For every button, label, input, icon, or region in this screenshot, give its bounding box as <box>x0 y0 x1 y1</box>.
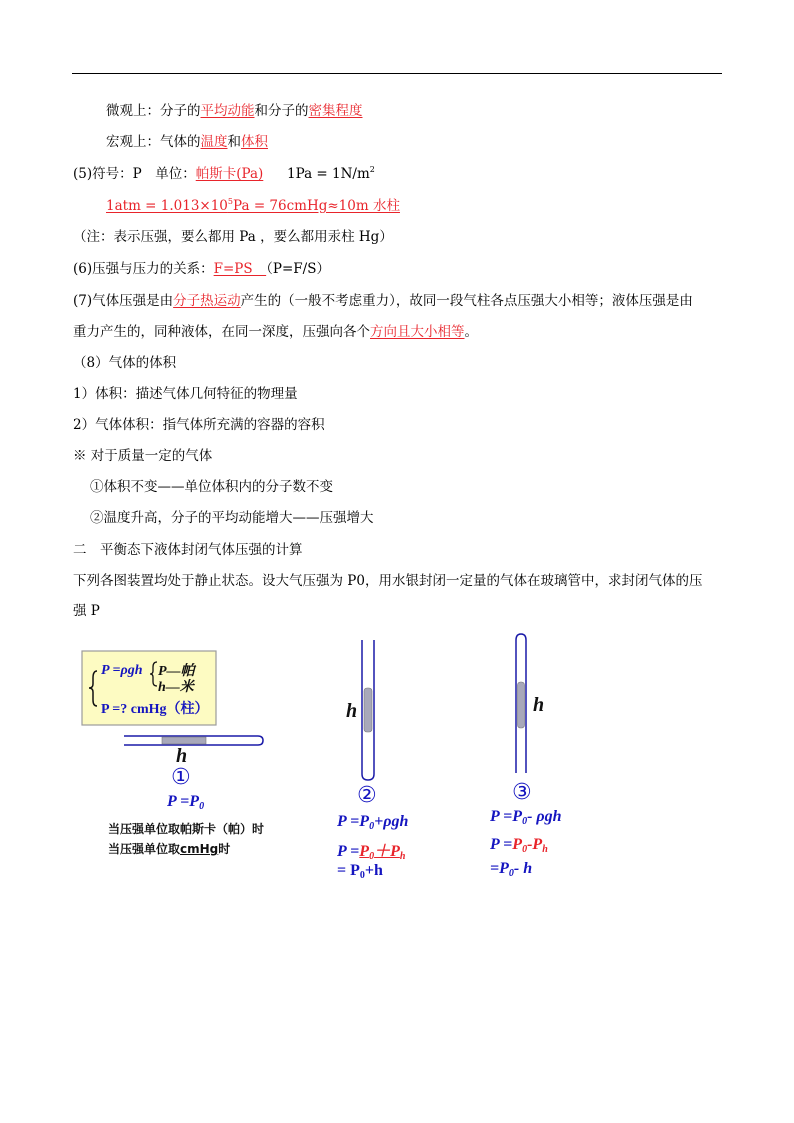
pa-def-exponent: 2 <box>369 165 375 174</box>
tube-horizontal <box>124 736 263 745</box>
fig3-number: ③ <box>512 780 532 805</box>
relation-prefix: (6)压强与压力的关系： <box>73 261 214 277</box>
fig1-caption-cmhg <box>108 840 230 857</box>
p7-line2-a: 重力产生的，同种液体，在同一深度，压强向各个 <box>73 324 370 340</box>
macro-term-temperature: 温度 <box>200 134 228 150</box>
fig1-caption-pascal: 当压强单位取帕斯卡（帕）时 <box>108 822 265 836</box>
box-formula-cmhg: P =? cmHg（柱） <box>101 702 209 717</box>
caption-cmhg-suffix: 时 <box>218 842 231 856</box>
fig3-f3-b: - h <box>513 860 533 877</box>
symbol-prefix: (5)符号：P 单位： <box>73 166 196 182</box>
list-item-temperature-rise: ②温度升高，分子的平均动能增大——压强增大 <box>90 510 374 526</box>
fig2-f2-c: ＋P <box>374 843 400 860</box>
mercury-column-2 <box>364 688 372 732</box>
box-formula-rho-gh: P =ρgh <box>101 663 143 678</box>
mercury-column-1 <box>162 737 206 744</box>
problem-statement-line1: 下列各图装置均处于静止状态。设大气压强为 P0，用水银封闭一定量的气体在玻璃管中，求封闭气体的压 <box>73 573 703 589</box>
symbol-unit: 帕斯卡(Pa) <box>195 166 264 182</box>
fixed-mass-note: ※ 对于质量一定的气体 <box>73 448 213 464</box>
fig2-f2-red <box>359 843 405 860</box>
fig3-f2-sub: 0 <box>522 844 528 855</box>
fig3-formula-cmhg <box>490 860 532 879</box>
fig3-h-label: h <box>533 694 545 716</box>
fig3-f2-c: -P <box>527 836 543 853</box>
atm-part1: 1atm = 1.013×10 <box>106 198 228 214</box>
fig2-h-label: h <box>346 700 358 722</box>
volume-definition-1: 1）体积：描述气体几何特征的物理量 <box>73 386 298 402</box>
fig2-number: ② <box>357 783 377 808</box>
macro-term-volume: 体积 <box>241 134 268 150</box>
p7-term-direction: 方向且大小相等 <box>370 324 465 340</box>
micro-prefix: 微观上：分子的 <box>106 103 201 119</box>
pa-def-text: 1Pa = 1N/m <box>287 166 370 182</box>
macro-prefix: 宏观上：气体的 <box>106 134 201 150</box>
fig3-f3-a: =P <box>490 860 509 877</box>
fig2-f1-b: +ρgh <box>374 813 409 830</box>
fig1-formula <box>167 793 204 812</box>
fig1-h-label: h <box>176 745 188 767</box>
fig2-f1-sub: 0 <box>369 821 375 832</box>
micro-mid: 和分子的 <box>254 103 309 119</box>
box-unit-meter: h—米 <box>158 680 194 695</box>
macro-mid: 和 <box>227 134 241 150</box>
relation-formula: F=PS <box>213 261 267 277</box>
p7-term-thermal-motion: 分子热运动 <box>173 293 241 309</box>
fig2-formula-rho <box>337 813 408 832</box>
fig2-f2-sub2: h <box>399 851 406 862</box>
fig3-f1-sub: 0 <box>522 816 528 827</box>
tube-vertical-open-bottom <box>516 634 526 773</box>
fig2-f3-sub: 0 <box>359 870 365 881</box>
p7-line2-b: 。 <box>464 324 478 340</box>
fig3-f2-a: P = <box>490 836 513 853</box>
list-item-volume-constant: ①体积不变——单位体积内的分子数不变 <box>90 479 333 495</box>
section-two-heading: 二 平衡态下液体封闭气体压强的计算 <box>73 542 303 558</box>
section-volume-heading: （8）气体的体积 <box>73 355 177 371</box>
fig3-formula-rho <box>490 808 562 827</box>
fig1-formula-p: P =P <box>167 793 200 810</box>
fig2-f1-a: P =P <box>337 813 370 830</box>
fig3-f2-sub2: h <box>542 844 548 855</box>
micro-term-avg-ke: 平均动能 <box>200 103 255 119</box>
fig3-f1-b: - ρgh <box>527 808 562 825</box>
fig1-formula-sub: 0 <box>199 801 205 812</box>
fig2-formula-cmhg <box>337 862 383 881</box>
fig3-f3-sub: 0 <box>508 868 514 879</box>
p7-a: (7)气体压强是由 <box>73 293 174 309</box>
fig3-f2-b: P <box>512 836 523 853</box>
fig2-f3-a: = P <box>337 862 360 879</box>
fig3-f2-red <box>512 836 547 853</box>
fig2-f3-b: +h <box>364 862 383 879</box>
problem-statement-line2: 强 P <box>73 603 100 619</box>
fig2-f2-a: P = <box>337 843 360 860</box>
fig1-number: ① <box>171 765 191 790</box>
fig2-f2-sub: 0 <box>369 851 375 862</box>
caption-cmhg-prefix: 当压强单位取 <box>108 842 181 856</box>
micro-term-density: 密集程度 <box>308 103 363 119</box>
fig2-f2-b: P <box>359 843 370 860</box>
relation-suffix: （P=F/S） <box>266 261 330 277</box>
fig2-formula-ph <box>337 838 405 862</box>
box-unit-pascal: P—帕 <box>158 664 195 679</box>
fig3-f1-a: P =P <box>490 808 523 825</box>
volume-definition-2: 2）气体体积：指气体所充满的容器的容积 <box>73 417 325 433</box>
unit-note: （注：表示压强，要么都用 Pa ，要么都用汞柱 Hg） <box>73 229 393 245</box>
p7-b: 产生的（一般不考虑重力），故同一段气柱各点压强大小相等；液体压强是由 <box>240 293 693 309</box>
atm-part2: Pa = 76cmHg≈10m 水柱 <box>233 198 400 214</box>
tube-vertical-open-top <box>362 640 374 780</box>
mercury-column-3 <box>518 682 525 728</box>
caption-cmhg-unit: cmHg <box>180 842 219 856</box>
fig3-formula-ph <box>490 836 548 855</box>
atm-exponent: 5 <box>227 197 233 206</box>
